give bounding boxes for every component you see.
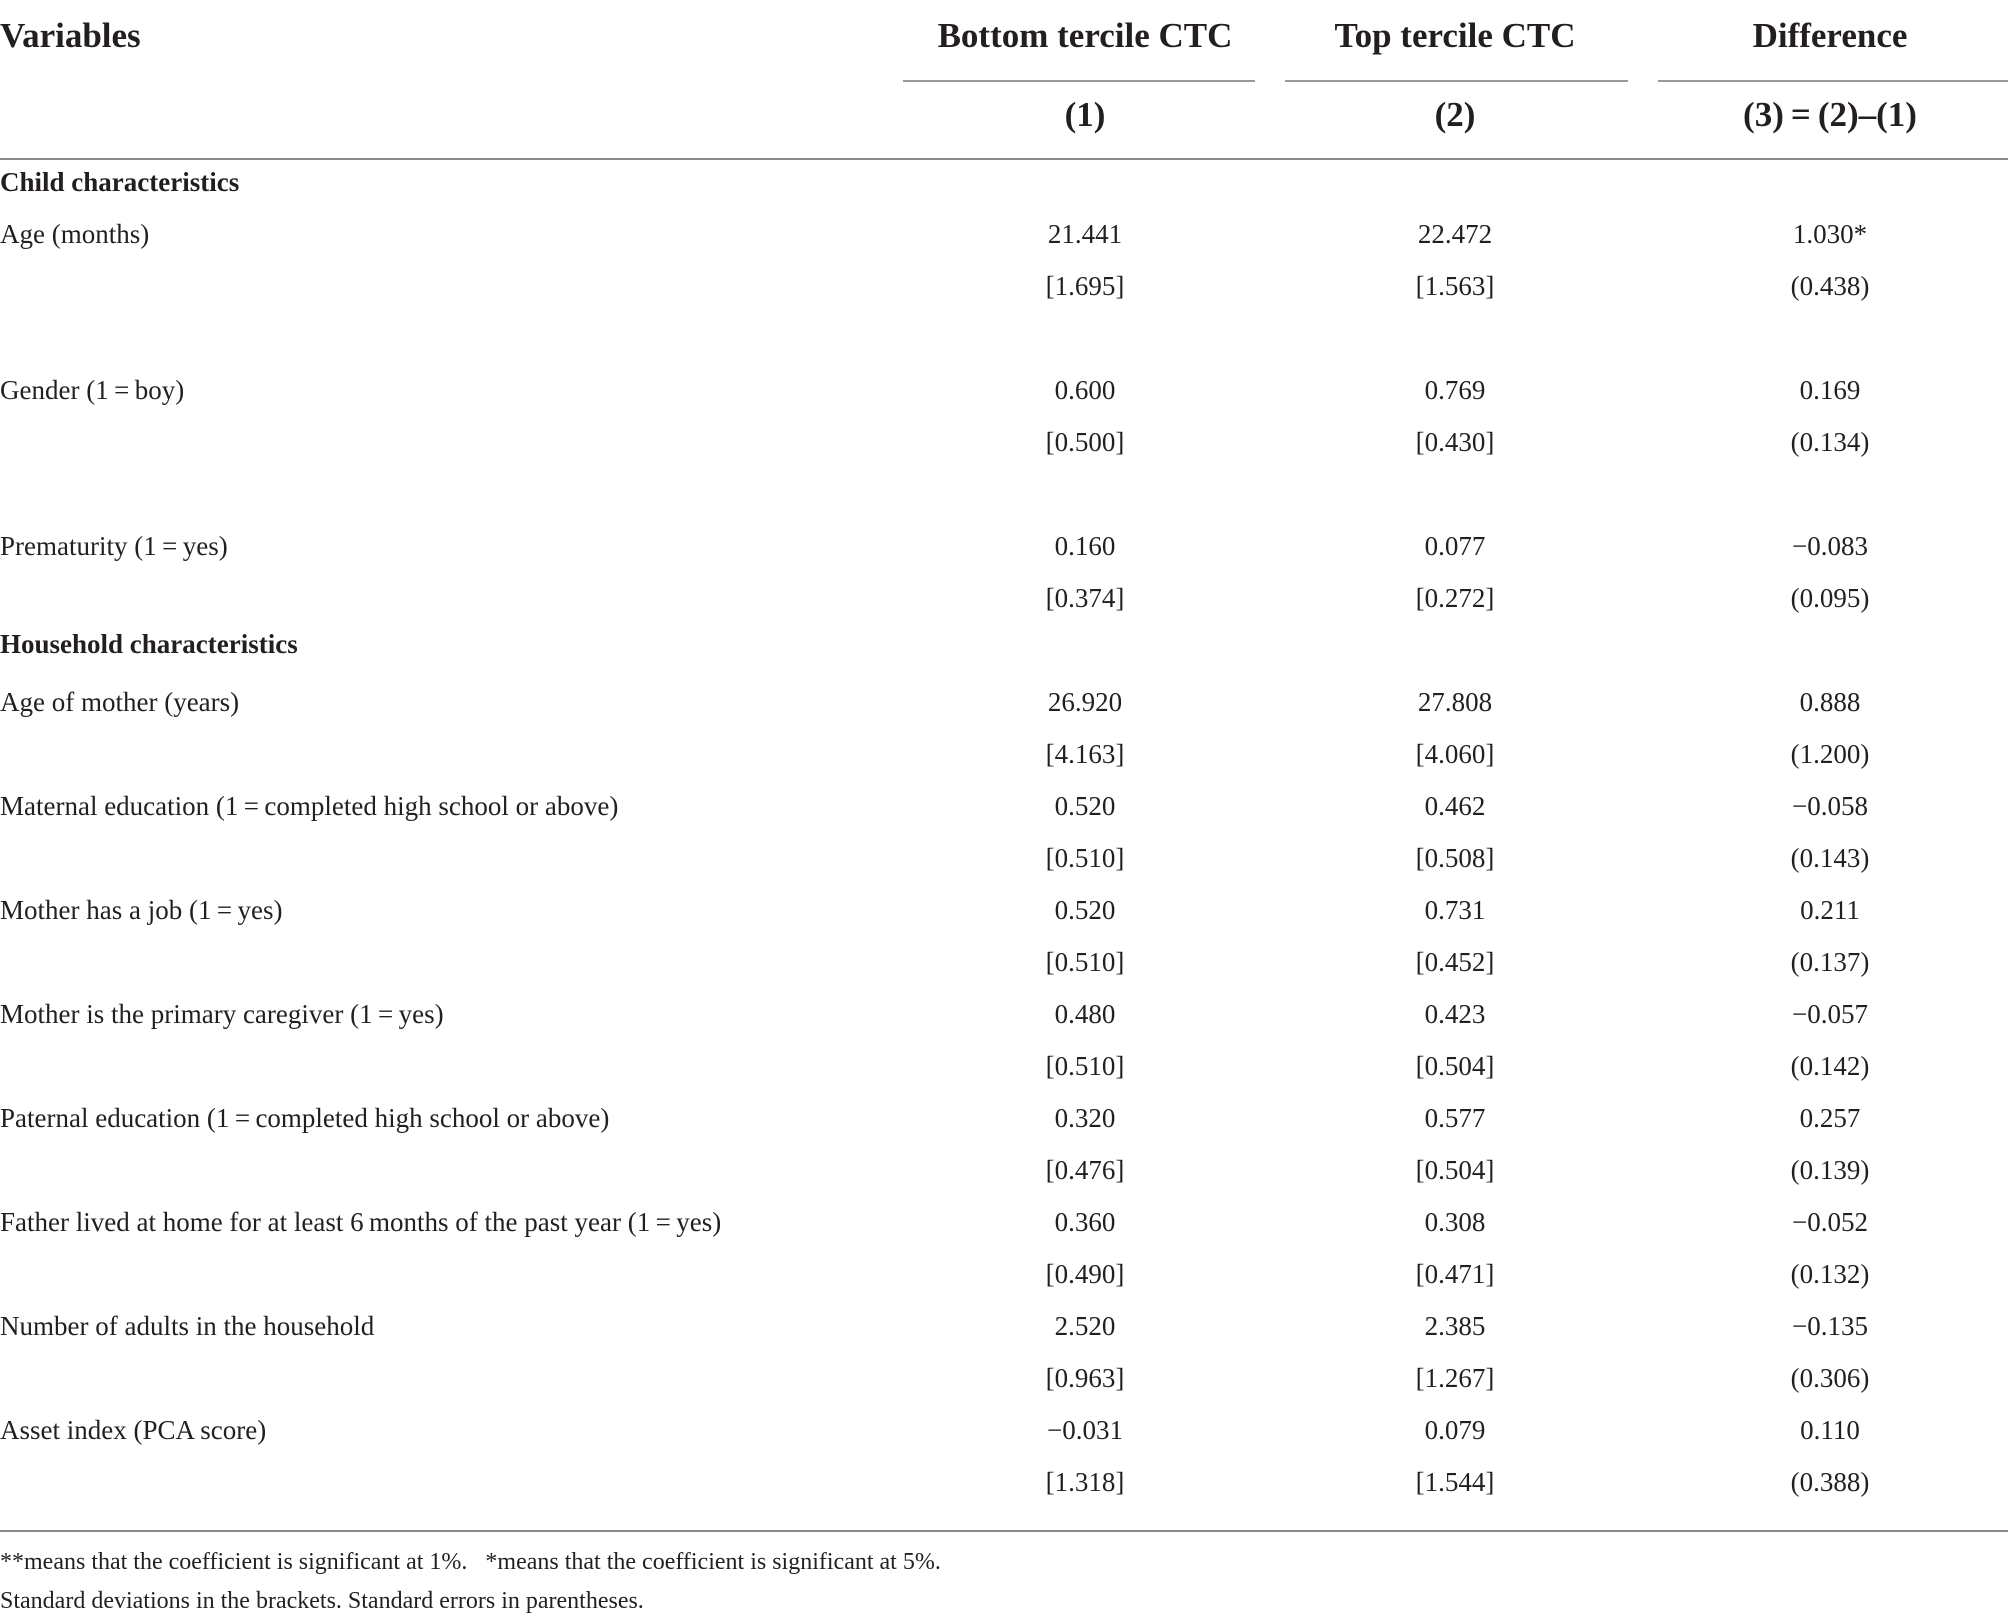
footnote-brackets: Standard deviations in the brackets. Standard errors in parentheses.	[0, 1588, 644, 1614]
cell-difference-se: (0.306)	[1790, 1363, 1870, 1393]
column-index-3: (3) = (2)–(1)	[1743, 95, 1917, 134]
row-label: Maternal education (1 = completed high school or above)	[0, 791, 619, 821]
cell-top-sd: [4.060]	[1415, 739, 1495, 769]
cell-top-mean: 0.731	[1424, 895, 1486, 925]
cell-top-mean: 2.385	[1424, 1311, 1486, 1341]
cell-top-sd: [0.430]	[1415, 427, 1495, 457]
cell-difference-se: (0.132)	[1790, 1259, 1870, 1289]
footnote-significance: **means that the coefficient is significant at 1%. *means that the coefficient is significant at 5%.	[0, 1549, 941, 1575]
row-label: Mother has a job (1 = yes)	[0, 895, 283, 925]
cell-top-sd: [0.272]	[1415, 583, 1495, 613]
cell-bottom-sd: [4.163]	[1045, 739, 1125, 769]
cell-bottom-mean: 26.920	[1047, 687, 1123, 717]
cell-bottom-mean: 0.520	[1054, 791, 1116, 821]
cell-top-mean: 0.577	[1424, 1103, 1486, 1133]
cell-top-mean: 0.423	[1424, 999, 1486, 1029]
cell-bottom-mean: 0.320	[1054, 1103, 1116, 1133]
cell-difference-se: (0.134)	[1790, 427, 1870, 457]
cell-difference: 0.257	[1799, 1103, 1861, 1133]
cell-difference-se: (1.200)	[1790, 739, 1870, 769]
cell-top-sd: [0.508]	[1415, 843, 1495, 873]
cell-bottom-mean: 0.480	[1054, 999, 1116, 1029]
header-rule	[0, 158, 2008, 160]
cell-top-sd: [1.563]	[1415, 271, 1495, 301]
cell-bottom-mean: 0.160	[1054, 531, 1116, 561]
column-3-underline	[1658, 80, 2008, 82]
cell-difference: 0.169	[1799, 375, 1861, 405]
cell-top-sd: [1.267]	[1415, 1363, 1495, 1393]
row-label: Gender (1 = boy)	[0, 375, 185, 405]
cell-difference-se: (0.143)	[1790, 843, 1870, 873]
row-label: Mother is the primary caregiver (1 = yes)	[0, 999, 444, 1029]
variables-header: Variables	[0, 16, 141, 55]
cell-difference-se: (0.388)	[1790, 1467, 1870, 1497]
row-label: Age (months)	[0, 219, 150, 249]
row-label: Age of mother (years)	[0, 687, 240, 717]
cell-top-sd: [0.471]	[1415, 1259, 1495, 1289]
cell-bottom-sd: [0.500]	[1045, 427, 1125, 457]
column-2-underline	[1285, 80, 1628, 82]
column-header-top-tercile: Top tercile CTC	[1334, 16, 1576, 55]
cell-top-sd: [1.544]	[1415, 1467, 1495, 1497]
cell-difference: 0.888	[1799, 687, 1861, 717]
cell-difference-se: (0.438)	[1790, 271, 1870, 301]
column-1-underline	[903, 80, 1255, 82]
cell-bottom-mean: −0.031	[1047, 1415, 1123, 1445]
cell-bottom-sd: [1.695]	[1045, 271, 1125, 301]
cell-bottom-sd: [1.318]	[1045, 1467, 1125, 1497]
cell-top-mean: 0.308	[1424, 1207, 1486, 1237]
cell-bottom-mean: 21.441	[1047, 219, 1123, 249]
row-label: Prematurity (1 = yes)	[0, 531, 228, 561]
cell-difference-se: (0.142)	[1790, 1051, 1870, 1081]
cell-difference: 1.030*	[1792, 219, 1868, 249]
section-child-characteristics: Child characteristics	[0, 167, 240, 197]
cell-bottom-mean: 0.520	[1054, 895, 1116, 925]
cell-difference-se: (0.137)	[1790, 947, 1870, 977]
cell-top-mean: 0.462	[1424, 791, 1486, 821]
cell-bottom-sd: [0.510]	[1045, 947, 1125, 977]
section-household-characteristics: Household characteristics	[0, 629, 298, 659]
cell-difference-se: (0.139)	[1790, 1155, 1870, 1185]
cell-top-mean: 0.079	[1424, 1415, 1486, 1445]
column-header-difference: Difference	[1752, 16, 1908, 55]
cell-difference: −0.083	[1792, 531, 1868, 561]
cell-bottom-mean: 2.520	[1054, 1311, 1116, 1341]
row-label: Paternal education (1 = completed high school or above)	[0, 1103, 610, 1133]
bottom-rule	[0, 1530, 2008, 1532]
cell-bottom-sd: [0.374]	[1045, 583, 1125, 613]
cell-bottom-sd: [0.476]	[1045, 1155, 1125, 1185]
row-label: Father lived at home for at least 6 months of the past year (1 = yes)	[0, 1207, 722, 1237]
cell-difference: −0.052	[1792, 1207, 1868, 1237]
cell-top-mean: 0.769	[1424, 375, 1486, 405]
cell-top-mean: 0.077	[1424, 531, 1486, 561]
cell-difference: −0.057	[1792, 999, 1868, 1029]
column-index-2: (2)	[1434, 95, 1476, 134]
cell-difference: 0.110	[1800, 1415, 1860, 1445]
column-header-bottom-tercile: Bottom tercile CTC	[937, 16, 1233, 55]
row-label: Number of adults in the household	[0, 1311, 375, 1341]
row-label: Asset index (PCA score)	[0, 1415, 267, 1445]
cell-top-sd: [0.452]	[1415, 947, 1495, 977]
cell-bottom-mean: 0.360	[1054, 1207, 1116, 1237]
cell-top-sd: [0.504]	[1415, 1155, 1495, 1185]
column-index-1: (1)	[1064, 95, 1106, 134]
cell-bottom-sd: [0.510]	[1045, 843, 1125, 873]
cell-top-mean: 22.472	[1417, 219, 1493, 249]
cell-top-sd: [0.504]	[1415, 1051, 1495, 1081]
cell-difference: 0.211	[1800, 895, 1860, 925]
cell-difference: −0.058	[1792, 791, 1868, 821]
cell-difference-se: (0.095)	[1790, 583, 1870, 613]
cell-bottom-mean: 0.600	[1054, 375, 1116, 405]
cell-bottom-sd: [0.490]	[1045, 1259, 1125, 1289]
cell-top-mean: 27.808	[1417, 687, 1493, 717]
cell-difference: −0.135	[1792, 1311, 1868, 1341]
cell-bottom-sd: [0.510]	[1045, 1051, 1125, 1081]
cell-bottom-sd: [0.963]	[1045, 1363, 1125, 1393]
